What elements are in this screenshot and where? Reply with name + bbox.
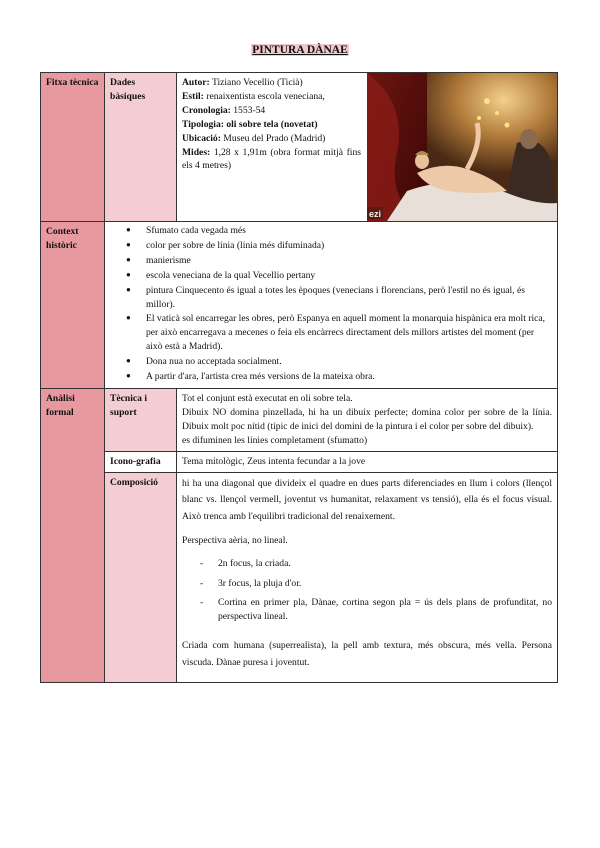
dades-label: Dades bàsiques	[105, 73, 177, 222]
image-caption: ezi	[369, 209, 382, 219]
fitxa-label: Fitxa tècnica	[41, 73, 105, 222]
list-item: ● manierisme	[146, 254, 552, 268]
tecnica-label: Tècnica i suport	[105, 388, 177, 451]
context-label: Context històric	[41, 222, 105, 389]
composicio-row	[41, 472, 558, 682]
tecnica-line: es difuminen les línies completament (sfumatto)	[182, 434, 368, 446]
info-tipologia: Tipologia: oli sobre tela (novetat)	[182, 118, 318, 130]
list-item: ● escola veneciana de la qual Vecellio pertany	[146, 269, 552, 283]
context-list	[110, 224, 552, 384]
list-item: ● color per sobre de línia (línia més difuminada)	[146, 239, 552, 253]
analysis-table	[40, 72, 558, 683]
list-item: ● El vaticà sol encarregar les obres, però Espanya en aquell moment la monarquia hispànica era molt rica, per això encarregava a mecenes o feia els encàrrecs directament dels millors artistes del moment (per això està a Madrid).	[146, 312, 552, 354]
context-row	[41, 222, 558, 389]
composicio-paragraph: Criada com humana (superrealista), la pell amb textura, més obscura, més vella. Persona viscuda. Dànae puresa i joventut.	[182, 640, 552, 669]
tecnica-row	[41, 388, 558, 451]
list-item: - 2n focus, la criada.	[218, 557, 552, 571]
info-estil: Estil: renaixentista escola veneciana,	[182, 90, 325, 102]
list-item: ● Dona nua no acceptada socialment.	[146, 355, 552, 369]
danae-painting	[367, 73, 557, 221]
info-mides: Mides: 1,28 x 1,91m (obra format mitjà fins els 4 metres)	[182, 146, 361, 172]
iconografia-row	[41, 451, 558, 472]
analisi-label: Anàlisi formal	[41, 388, 105, 682]
tecnica-line: Tot el conjunt està executat en oli sobre tela.	[182, 392, 353, 404]
info-autor: Autor: Tiziano Vecellio (Ticià)	[182, 77, 303, 88]
list-item: ● A partir d'ara, l'artista crea més versions de la mateixa obra.	[146, 370, 552, 384]
info-ubicacio: Ubicació: Museu del Prado (Madrid)	[182, 132, 326, 144]
list-item: - Cortina en primer pla, Dànae, cortina segon pla = ús dels plans de profunditat, no perspectiva lineal.	[218, 596, 552, 624]
fitxa-row	[41, 73, 558, 222]
page-title: PINTURA DÀNAE	[252, 44, 348, 56]
composicio-paragraph: hi ha una diagonal que divideix el quadre en dues parts diferenciades en llum i colors (llençol blanc vs. llençol vermell, joventut vs humanitat, relaxament vs tensió), ella és el focus visual. Això trenca amb l'equilibri tradicional del renaixement.	[182, 477, 552, 523]
info-cronologia: Cronologia: 1553-54	[182, 104, 266, 116]
list-item: - 3r focus, la pluja d'or.	[218, 577, 552, 591]
iconografia-label: Icono-grafia	[105, 451, 177, 472]
tecnica-line: Dibuix NO domina pinzellada, hi ha un dibuix perfecte; domina color per sobre de la línia. Dibuix molt poc nítid (típic de inici del domini de la pintura i el color per sobre del dibuix).	[182, 406, 552, 432]
list-item: ● pintura Cinquecento és igual a totes les èpoques (venecians i florencians, però l'estil no és igual, és millor).	[146, 284, 552, 312]
composicio-list	[182, 557, 552, 625]
list-item: ● Sfumato cada vegada més	[146, 224, 552, 238]
iconografia-text: Tema mitològic, Zeus intenta fecundar a la jove	[177, 451, 558, 472]
composicio-label: Composició	[105, 472, 177, 682]
composicio-paragraph: Perspectiva aèria, no lineal.	[182, 534, 288, 546]
